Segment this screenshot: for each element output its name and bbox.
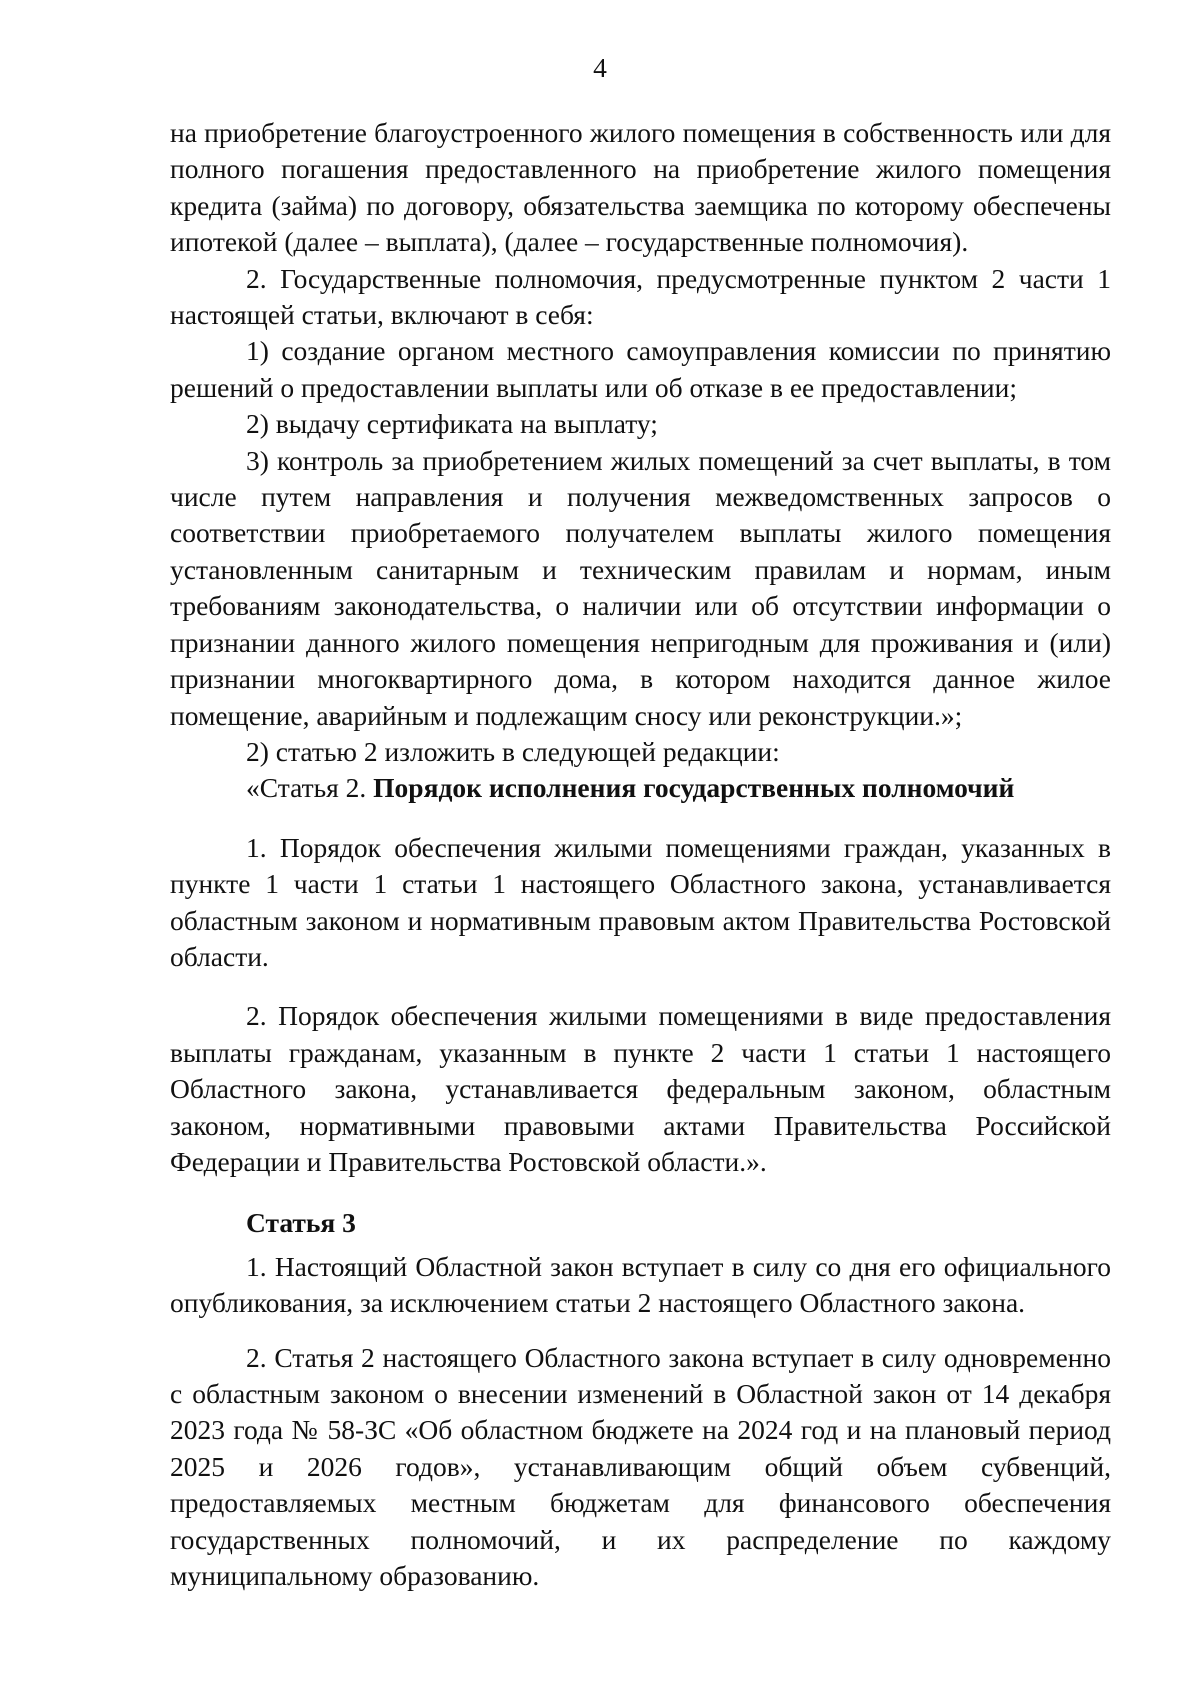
page-number: 4 [593, 52, 607, 83]
list-item-2: 2) выдачу сертификата на выплату; [246, 408, 658, 440]
list-item-1: 1) создание органом местного самоуправления комиссии по принятию решений о предоставлении выплаты или об отказе в ее предоставлении; [170, 335, 1111, 403]
document-body [170, 115, 1111, 1594]
article-2-paragraph-1: 1. Порядок обеспечения жилыми помещениями граждан, указанных в пункте 1 части 1 статьи 1 настоящего Областного закона, устанавливается областным законом и нормативным правовым актом Правительства Ростовской области. [170, 831, 1111, 972]
list-item-3: 3) контроль за приобретением жилых помещений за счет выплаты, в том числе путем направления и получения межведомственных запросов о соответствии приобретаемого получателем выплаты жилого помещения установленным санитарным и техническим правилам и нормам, иным требованиям законодательства, о наличии или об отсутствии информации о признании данного жилого помещения непригодным для проживания и (или) признании многоквартирного дома, в котором находится данное жилое помещение, аварийным и подлежащим сносу или реконструкции.»; [170, 444, 1111, 731]
article-2-prefix: «Статья 2. [246, 772, 374, 804]
article-3-paragraph-2: 2. Статья 2 настоящего Областного закона вступает в силу одновременно с областным законом о внесении изменений в Областной закон от 14 декабря 2023 года № 58-ЗС «Об областном бюджете на 2024 год и на плановый период 2025 и 2026 годов», устанавливающим общий объем субвенций, предоставляемых местным бюджетам для финансового обеспечения государственных полномочий, и их распределение по каждому муниципальному образованию. [170, 1341, 1111, 1592]
article-2-heading [170, 770, 1111, 806]
continued-paragraph: на приобретение благоустроенного жилого помещения в собственность или для полного погашения предоставленного на приобретение жилого помещения кредита (займа) по договору, обязательства заемщика по которому обеспечены ипотекой (далее – выплата), (далее – государственные полномочия). [170, 117, 1111, 258]
article-3-heading: Статья 3 [246, 1207, 356, 1239]
paragraph-point-2: 2. Государственные полномочия, предусмотренные пунктом 2 части 1 настоящей статьи, включают в себя: [170, 262, 1111, 331]
amendment-intro: 2) статью 2 изложить в следующей редакции: [246, 735, 780, 767]
article-2-title: Порядок исполнения государственных полномочий [373, 772, 1015, 804]
article-2-paragraph-2: 2. Порядок обеспечения жилыми помещениями в виде предоставления выплаты гражданам, указанным в пункте 2 части 1 статьи 1 настоящего Областного закона, устанавливается федеральным законом, областным законом, нормативными правовыми актами Правительства Российской Федерации и Правительства Ростовской области.». [170, 1000, 1111, 1177]
article-3-paragraph-1: 1. Настоящий Областной закон вступает в силу со дня его официального опубликования, за исключением статьи 2 настоящего Областного закона. [170, 1250, 1111, 1319]
